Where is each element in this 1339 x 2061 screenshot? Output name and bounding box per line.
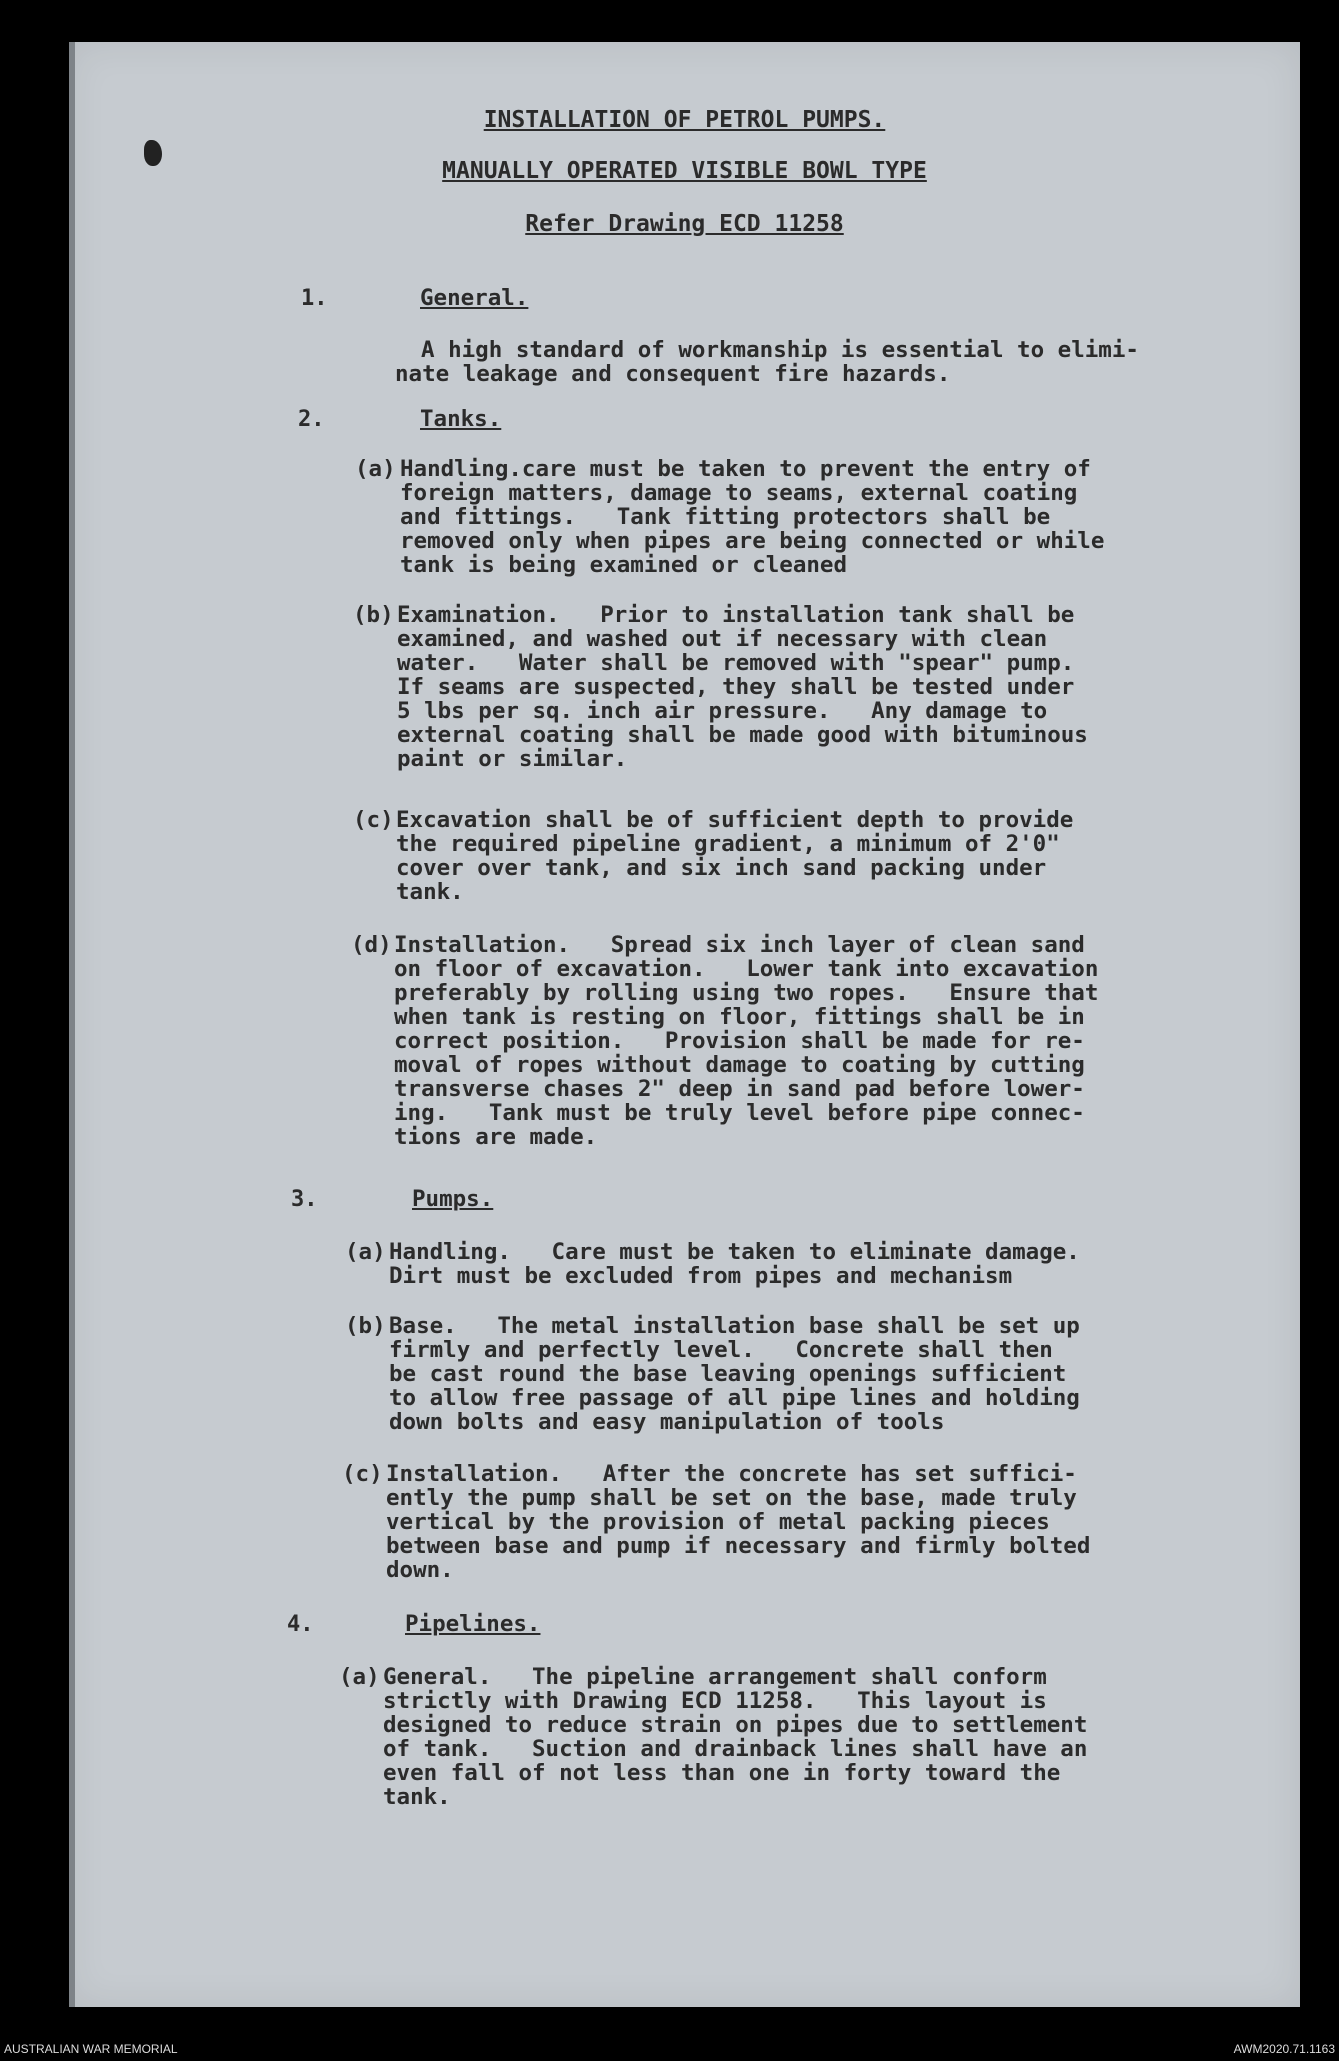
item-line: transverse chases 2" deep in sand pad before lower- <box>394 1076 1085 1102</box>
item-label: (a) <box>339 1664 380 1690</box>
section-number: 2. <box>298 407 325 432</box>
document-subtitle: MANUALLY OPERATED VISIBLE BOWL TYPE <box>442 158 927 184</box>
item-line: on floor of excavation. Lower tank into excavation <box>394 956 1099 982</box>
item-line: paint or similar. <box>397 746 628 772</box>
item-line: designed to reduce strain on pipes due to settlement <box>383 1712 1088 1738</box>
section-number: 1. <box>301 286 328 311</box>
item-line: of tank. Suction and drainback lines shall have an <box>383 1736 1088 1762</box>
item-line: to allow free passage of all pipe lines and holding <box>389 1385 1080 1411</box>
item-line: Examination. Prior to installation tank shall be <box>397 602 1075 628</box>
footer-source: AUSTRALIAN WAR MEMORIAL <box>4 2042 178 2056</box>
section-heading: Pipelines. <box>405 1611 541 1637</box>
item-line: ently the pump shall be set on the base, made truly <box>386 1485 1077 1511</box>
item-line: down bolts and easy manipulation of tools <box>389 1409 945 1435</box>
item-line: cover over tank, and six inch sand packing under <box>396 855 1047 881</box>
document-page <box>69 42 1300 2007</box>
section-number: 4. <box>287 1612 314 1637</box>
item-line: water. Water shall be removed with "spear" pump. <box>397 650 1075 676</box>
item-line: the required pipeline gradient, a minimum of 2'0" <box>396 831 1060 857</box>
section-heading: General. <box>420 285 529 311</box>
item-line: down. <box>386 1557 454 1583</box>
section-body-line: A high standard of workmanship is essential to elimi- <box>421 337 1139 363</box>
item-line: tank. <box>383 1784 451 1810</box>
document-title: INSTALLATION OF PETROL PUMPS. <box>483 107 886 133</box>
item-line: moval of ropes without damage to coating by cutting <box>394 1052 1085 1078</box>
drawing-reference: Refer Drawing ECD 11258 <box>525 211 844 237</box>
item-label: (a) <box>345 1239 386 1265</box>
item-line: examined, and washed out if necessary with clean <box>397 626 1048 652</box>
item-line: tions are made. <box>394 1124 598 1150</box>
item-line: Excavation shall be of sufficient depth to provide <box>396 807 1074 833</box>
item-line: tank. <box>396 879 464 905</box>
item-line: Installation. Spread six inch layer of clean sand <box>394 932 1085 958</box>
item-line: foreign matters, damage to seams, external coating <box>400 480 1078 506</box>
item-line: when tank is resting on floor, fittings shall be in <box>394 1004 1085 1030</box>
item-line: ing. Tank must be truly level before pipe connec- <box>394 1100 1085 1126</box>
item-line: 5 lbs per sq. inch air pressure. Any damage to <box>397 698 1048 724</box>
section-heading: Pumps. <box>412 1186 494 1212</box>
item-line: and fittings. Tank fitting protectors shall be <box>400 504 1051 530</box>
item-line: General. The pipeline arrangement shall conform <box>383 1664 1047 1690</box>
item-line: Base. The metal installation base shall be set up <box>389 1313 1080 1339</box>
item-line: correct position. Provision shall be made for re- <box>394 1028 1085 1054</box>
item-label: (c) <box>342 1461 383 1487</box>
item-label: (b) <box>353 602 394 628</box>
item-label: (b) <box>345 1313 386 1339</box>
item-line: Handling.care must be taken to prevent the entry of <box>400 456 1091 482</box>
item-line: external coating shall be made good with bituminous <box>397 722 1088 748</box>
item-line: preferably by rolling using two ropes. Ensure that <box>394 980 1099 1006</box>
item-label: (a) <box>355 456 396 482</box>
item-label: (d) <box>351 932 392 958</box>
section-heading: Tanks. <box>420 406 502 432</box>
item-line: removed only when pipes are being connected or while <box>400 528 1105 554</box>
section-number: 3. <box>291 1187 318 1212</box>
item-line: If seams are suspected, they shall be tested under <box>397 674 1075 700</box>
item-line: even fall of not less than one in forty toward the <box>383 1760 1061 1786</box>
item-line: tank is being examined or cleaned <box>400 552 848 578</box>
item-line: be cast round the base leaving openings sufficient <box>389 1361 1067 1387</box>
item-line: Handling. Care must be taken to eliminate damage. <box>389 1239 1080 1265</box>
item-line: vertical by the provision of metal packing pieces <box>386 1509 1050 1535</box>
footer-accession: AWM2020.71.1163 <box>1233 2042 1335 2056</box>
section-body-line: nate leakage and consequent fire hazards. <box>395 361 951 387</box>
item-line: between base and pump if necessary and firmly bolted <box>386 1533 1091 1559</box>
item-line: Installation. After the concrete has set suffici- <box>386 1461 1077 1487</box>
item-line: firmly and perfectly level. Concrete shall then <box>389 1337 1053 1363</box>
item-label: (c) <box>353 807 394 833</box>
item-line: strictly with Drawing ECD 11258. This layout is <box>383 1688 1047 1714</box>
item-line: Dirt must be excluded from pipes and mechanism <box>389 1263 1013 1289</box>
